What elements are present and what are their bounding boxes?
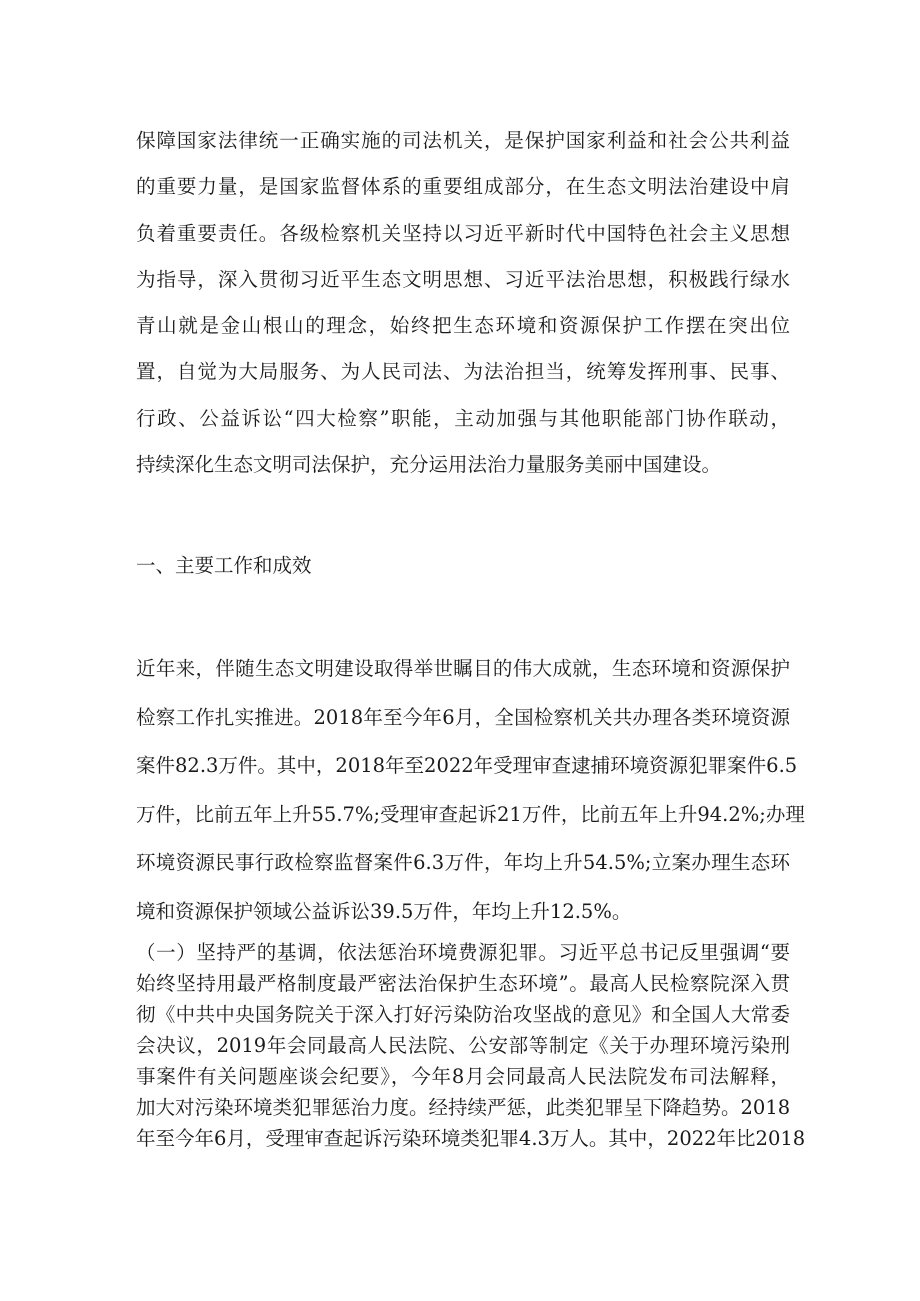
intro-paragraph xyxy=(136,118,790,488)
paragraph-line: 年至今年6月，受理审查起诉污染环境类犯罪4.3万人。其中，2022年比2018 xyxy=(136,1127,806,1150)
paragraph-line: 案件82.3万件。其中，2018年至2022年受理审查逮捕环境资源犯罪案件6.5 xyxy=(136,754,798,778)
paragraph-line: 环境资源民事行政检察监督案件6.3万件，年均上升54.5%;立案办理生态环 xyxy=(136,851,790,875)
paragraph-line: 置，自觉为大局服务、为人民司法、为法治担当，统筹发挥刑事、民事、 xyxy=(136,360,790,384)
paragraph-line: 负着重要责任。各级检察机关坚持以习近平新时代中国特色社会主义思想 xyxy=(136,221,790,245)
paragraph-line: 行政、公益诉讼“四大检察”职能，主动加强与其他职能部门协作联动， xyxy=(136,406,790,430)
section-heading: 一、主要工作和成效 xyxy=(136,554,312,577)
paragraph-line: （一）坚持严的基调，依法惩治环境费源犯罪。习近平总书记反里强调“要 xyxy=(136,941,790,964)
paragraph-line: 万件，比前五年上升55.7%;受理审查起诉21万件，比前五年上升94.2%;办理 xyxy=(136,802,805,826)
paragraph-line: 青山就是金山根山的理念，始终把生态环境和资源保护工作摆在突出位 xyxy=(136,314,790,338)
paragraph-line: 事案件有关问题座谈会纪要》，今年8月会同最高人民法院发布司法解释， xyxy=(136,1065,790,1088)
paragraph-line: 保障国家法律统一正确实施的司法机关，是保护国家利益和社会公共利益 xyxy=(136,129,790,152)
paragraph-line: 的重要力量，是国家监督体系的重要组成部分，在生态文明法治建设中肩 xyxy=(136,175,790,199)
paragraph-line: 会决议，2019年会同最高人民法院、公安部等制定《关于办理环境污染刑 xyxy=(136,1034,790,1057)
paragraph-line: 持续深化生态文明司法保护，充分运用法治力量服务美丽中国建设。 xyxy=(136,453,722,477)
paragraph-line: 境和资源保护领域公益诉讼39.5万件，年均上升12.5%。 xyxy=(136,899,632,923)
paragraph-line: 为指导，深入贯彻习近平生态文明思想、习近平法治思想，积极践行绿水 xyxy=(136,267,790,291)
results-paragraph xyxy=(136,645,805,937)
paragraph-line: 彻《中共中央国务院关于深入打好污染防治攻坚战的意见》和全国人大常委 xyxy=(136,1003,790,1026)
subsection-paragraph xyxy=(136,937,806,1154)
paragraph-line: 近年来，伴随生态文明建设取得举世瞩目的伟大成就，生态环境和资源保护 xyxy=(136,657,790,680)
paragraph-line: 加大对污染环境类犯罪惩治力度。经持续严惩，此类犯罪呈下降趋势。2018 xyxy=(136,1096,791,1119)
paragraph-line: 始终坚持用最严格制度最严密法治保护生态环境”。最高人民检察院深入贯 xyxy=(136,972,790,995)
paragraph-line: 检察工作扎实推进。2018年至今年6月，全国检察机关共办理各类环境资源 xyxy=(136,705,790,729)
